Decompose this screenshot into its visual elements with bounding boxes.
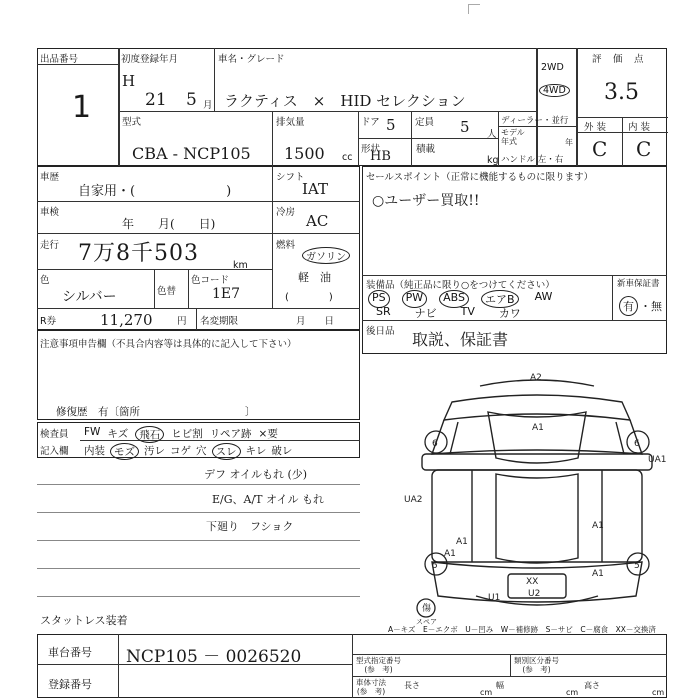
history-value: 自家用・( ) [78, 184, 232, 199]
recycle-value: 11,270 [100, 311, 153, 329]
color-label: 色 [40, 275, 50, 286]
yen-unit: 円 [177, 316, 187, 327]
warranty-yes: 有 [619, 296, 638, 316]
warranty-label: 新車保証書 [617, 279, 660, 289]
sales-point-label: セールスポイント（正常に機能するものに限ります） [366, 172, 594, 183]
model-label: 型式 [122, 117, 142, 128]
insp-need: ×要 [258, 428, 278, 440]
person-unit: 人 [487, 129, 497, 140]
mark-a1-left: A1 [456, 537, 468, 547]
equip-ps: PS [368, 290, 390, 308]
cooling-label: 冷房 [276, 207, 296, 218]
mark-spare: スペア [416, 618, 437, 626]
insp-fw: FW [84, 426, 101, 438]
documents-label: 後日品 [366, 326, 395, 337]
km-unit: km [233, 260, 248, 271]
shift-value: IAT [302, 180, 328, 198]
model-year-label: モデル 年式 [501, 128, 525, 146]
fuel-gasoline: ガソリン [302, 247, 350, 264]
exterior-label: 外 装 [584, 122, 607, 133]
chassis-value: NCP105 － 0026520 [126, 647, 302, 667]
car-name: ラクティス × HID セレクション [224, 92, 466, 110]
name-change-value: 月 日 [296, 316, 335, 327]
dealer-label: ディーラー・並行 [501, 116, 569, 126]
drive-4wd: 4WD [539, 84, 570, 97]
era: H [122, 72, 136, 90]
chassis-label: 車台番号 [48, 646, 92, 659]
door-value: 5 [386, 116, 396, 134]
cooling-value: AC [306, 212, 329, 230]
capacity-label: 定員 [415, 117, 435, 128]
inspector-label: 検査員 [40, 429, 69, 440]
damage-legend: A－キズ E－エクボ U－凹み W－補修跡 S－サビ C－腐食 XX－交換済 [388, 625, 656, 634]
recycle-label: R券 [40, 316, 57, 327]
handle-label: ハンドル 左・右 [501, 155, 564, 165]
length-label: 長さ [404, 681, 420, 690]
mark-6-right: 6 [634, 439, 640, 449]
mark-ua1: UA1 [648, 455, 667, 465]
sales-point-value: ○ユーザー買取!! [372, 193, 480, 209]
mark-a1-quarter: A1 [444, 549, 456, 559]
mileage-label: 走行 [40, 240, 60, 251]
equip-navi: ナビ [414, 307, 437, 320]
mark-a1-hood: A1 [532, 423, 544, 433]
name-change-label: 名変期限 [200, 316, 239, 327]
kg-unit: kg [487, 155, 499, 166]
reg-label: 登録番号 [48, 678, 92, 691]
insp-tear: 破レ [271, 445, 293, 457]
insp-burn: コゲ [170, 445, 191, 457]
insp-chip: 飛石 [135, 426, 164, 443]
shape-value: HB [370, 149, 391, 164]
displacement-label: 排気量 [276, 117, 305, 128]
entry-label: 記入欄 [40, 446, 69, 457]
inspector-row1 [84, 426, 278, 443]
year-suffix: 年 [565, 138, 573, 147]
mark-u1: U1 [488, 593, 501, 603]
drive-2wd: 2WD [541, 62, 564, 73]
remark-2: E/G、A/T オイル もれ [212, 493, 324, 506]
mark-a1-right: A1 [592, 521, 604, 531]
notes-label: 注意事項申告欄（不具合内容等は具体的に記入して下さい） [40, 339, 297, 350]
mark-spare-scratch: 傷 [422, 604, 432, 614]
mark-ua2: UA2 [404, 495, 423, 505]
history-label: 車歴 [40, 172, 60, 183]
car-name-label: 車名・グレード [218, 54, 285, 65]
remark-3: 下廻り フショク [206, 520, 294, 533]
insp-crack: ヒビ割 [171, 428, 203, 440]
inspector-row2 [84, 443, 292, 460]
cc-unit: cc [342, 152, 353, 163]
equip-airbag: エアB [481, 290, 519, 308]
interior-label: 内 装 [628, 122, 651, 133]
dims-label: 車体寸法 (参 考) [356, 678, 386, 696]
repair-label: 修復歴 有〔箇所 〕 [56, 406, 256, 418]
equip-sr: SR [376, 305, 391, 318]
insp-hole: 穴 [196, 445, 207, 457]
mark-5-left: 5 [432, 561, 438, 571]
shift-label: シフト [276, 172, 305, 183]
mark-a1-rr: A1 [592, 569, 604, 579]
rating-label: 評 価 点 [592, 54, 645, 65]
shape-label: 形状 [361, 144, 381, 155]
insp-dirt: 汚レ [144, 445, 165, 457]
width-cm: cm [566, 688, 579, 697]
lot-value: 1 [72, 90, 92, 125]
insp-scratch: キズ [107, 428, 129, 440]
fuel-other: ( ) [285, 292, 333, 303]
inspection-label: 車検 [40, 207, 60, 218]
month-unit: 月 [203, 100, 213, 111]
length-cm: cm [480, 688, 493, 697]
equip-leather: カワ [498, 307, 521, 320]
class-label: 類別区分番号 (参 考) [514, 656, 559, 674]
insp-interior: 内装 [84, 445, 105, 457]
door-label: ドア [361, 117, 380, 128]
mark-6-left: 6 [432, 439, 438, 449]
equip-tv: TV [460, 305, 475, 318]
width-label: 幅 [496, 681, 504, 690]
equipment-label: 装備品（純正品に限り○をつけてください） [366, 280, 555, 291]
rating-value: 3.5 [604, 80, 639, 105]
equip-abs: ABS [439, 290, 469, 308]
model-value: CBA - NCP105 [132, 144, 251, 163]
color-code-label: 色コード [191, 275, 230, 286]
mark-a2-top: A2 [530, 373, 542, 383]
interior-grade: C [636, 137, 652, 161]
equip-aw: AW [534, 290, 553, 303]
displacement-value: 1500 [284, 144, 325, 163]
mark-xx: XX [526, 577, 539, 587]
mileage-value: 7万8千503 [78, 241, 199, 266]
documents-value: 取説、保証書 [412, 330, 509, 349]
capacity-value: 5 [460, 118, 470, 136]
insp-repair: リペア跡 [209, 428, 252, 440]
insp-cut: キレ [245, 445, 267, 457]
remark-1: デフ オイルもれ (少) [204, 468, 308, 481]
equip-pw: PW [402, 290, 428, 308]
mark-5-right: 5 [634, 561, 640, 571]
height-label: 高さ [584, 681, 600, 690]
exterior-grade: C [592, 137, 608, 161]
insp-wear: スレ [212, 443, 241, 460]
corner-mark [468, 4, 480, 14]
color-value: シルバー [62, 289, 117, 305]
color-change-label: 色替 [157, 286, 177, 297]
type-designation-label: 型式指定番号 (参 考) [356, 656, 401, 674]
insp-mozu: モズ [110, 443, 139, 460]
bottom-note: スタットレス装着 [40, 614, 128, 627]
lot-label: 出品番号 [40, 54, 79, 65]
reg-year: 21 [145, 90, 167, 110]
equipment-row2 [376, 305, 606, 321]
height-cm: cm [652, 688, 665, 697]
fuel-label: 燃料 [276, 240, 296, 251]
fuel-diesel: 軽 油 [298, 271, 331, 284]
mark-u2: U2 [528, 589, 541, 599]
reg-month: 5 [186, 90, 197, 110]
inspection-value: 年 月( 日) [122, 217, 216, 231]
first-reg-label: 初度登録年月 [121, 54, 179, 65]
warranty-no: ・無 [640, 300, 662, 313]
color-code-value: 1E7 [212, 286, 241, 302]
car-damage-diagram [392, 362, 682, 630]
load-label: 積載 [416, 144, 436, 155]
